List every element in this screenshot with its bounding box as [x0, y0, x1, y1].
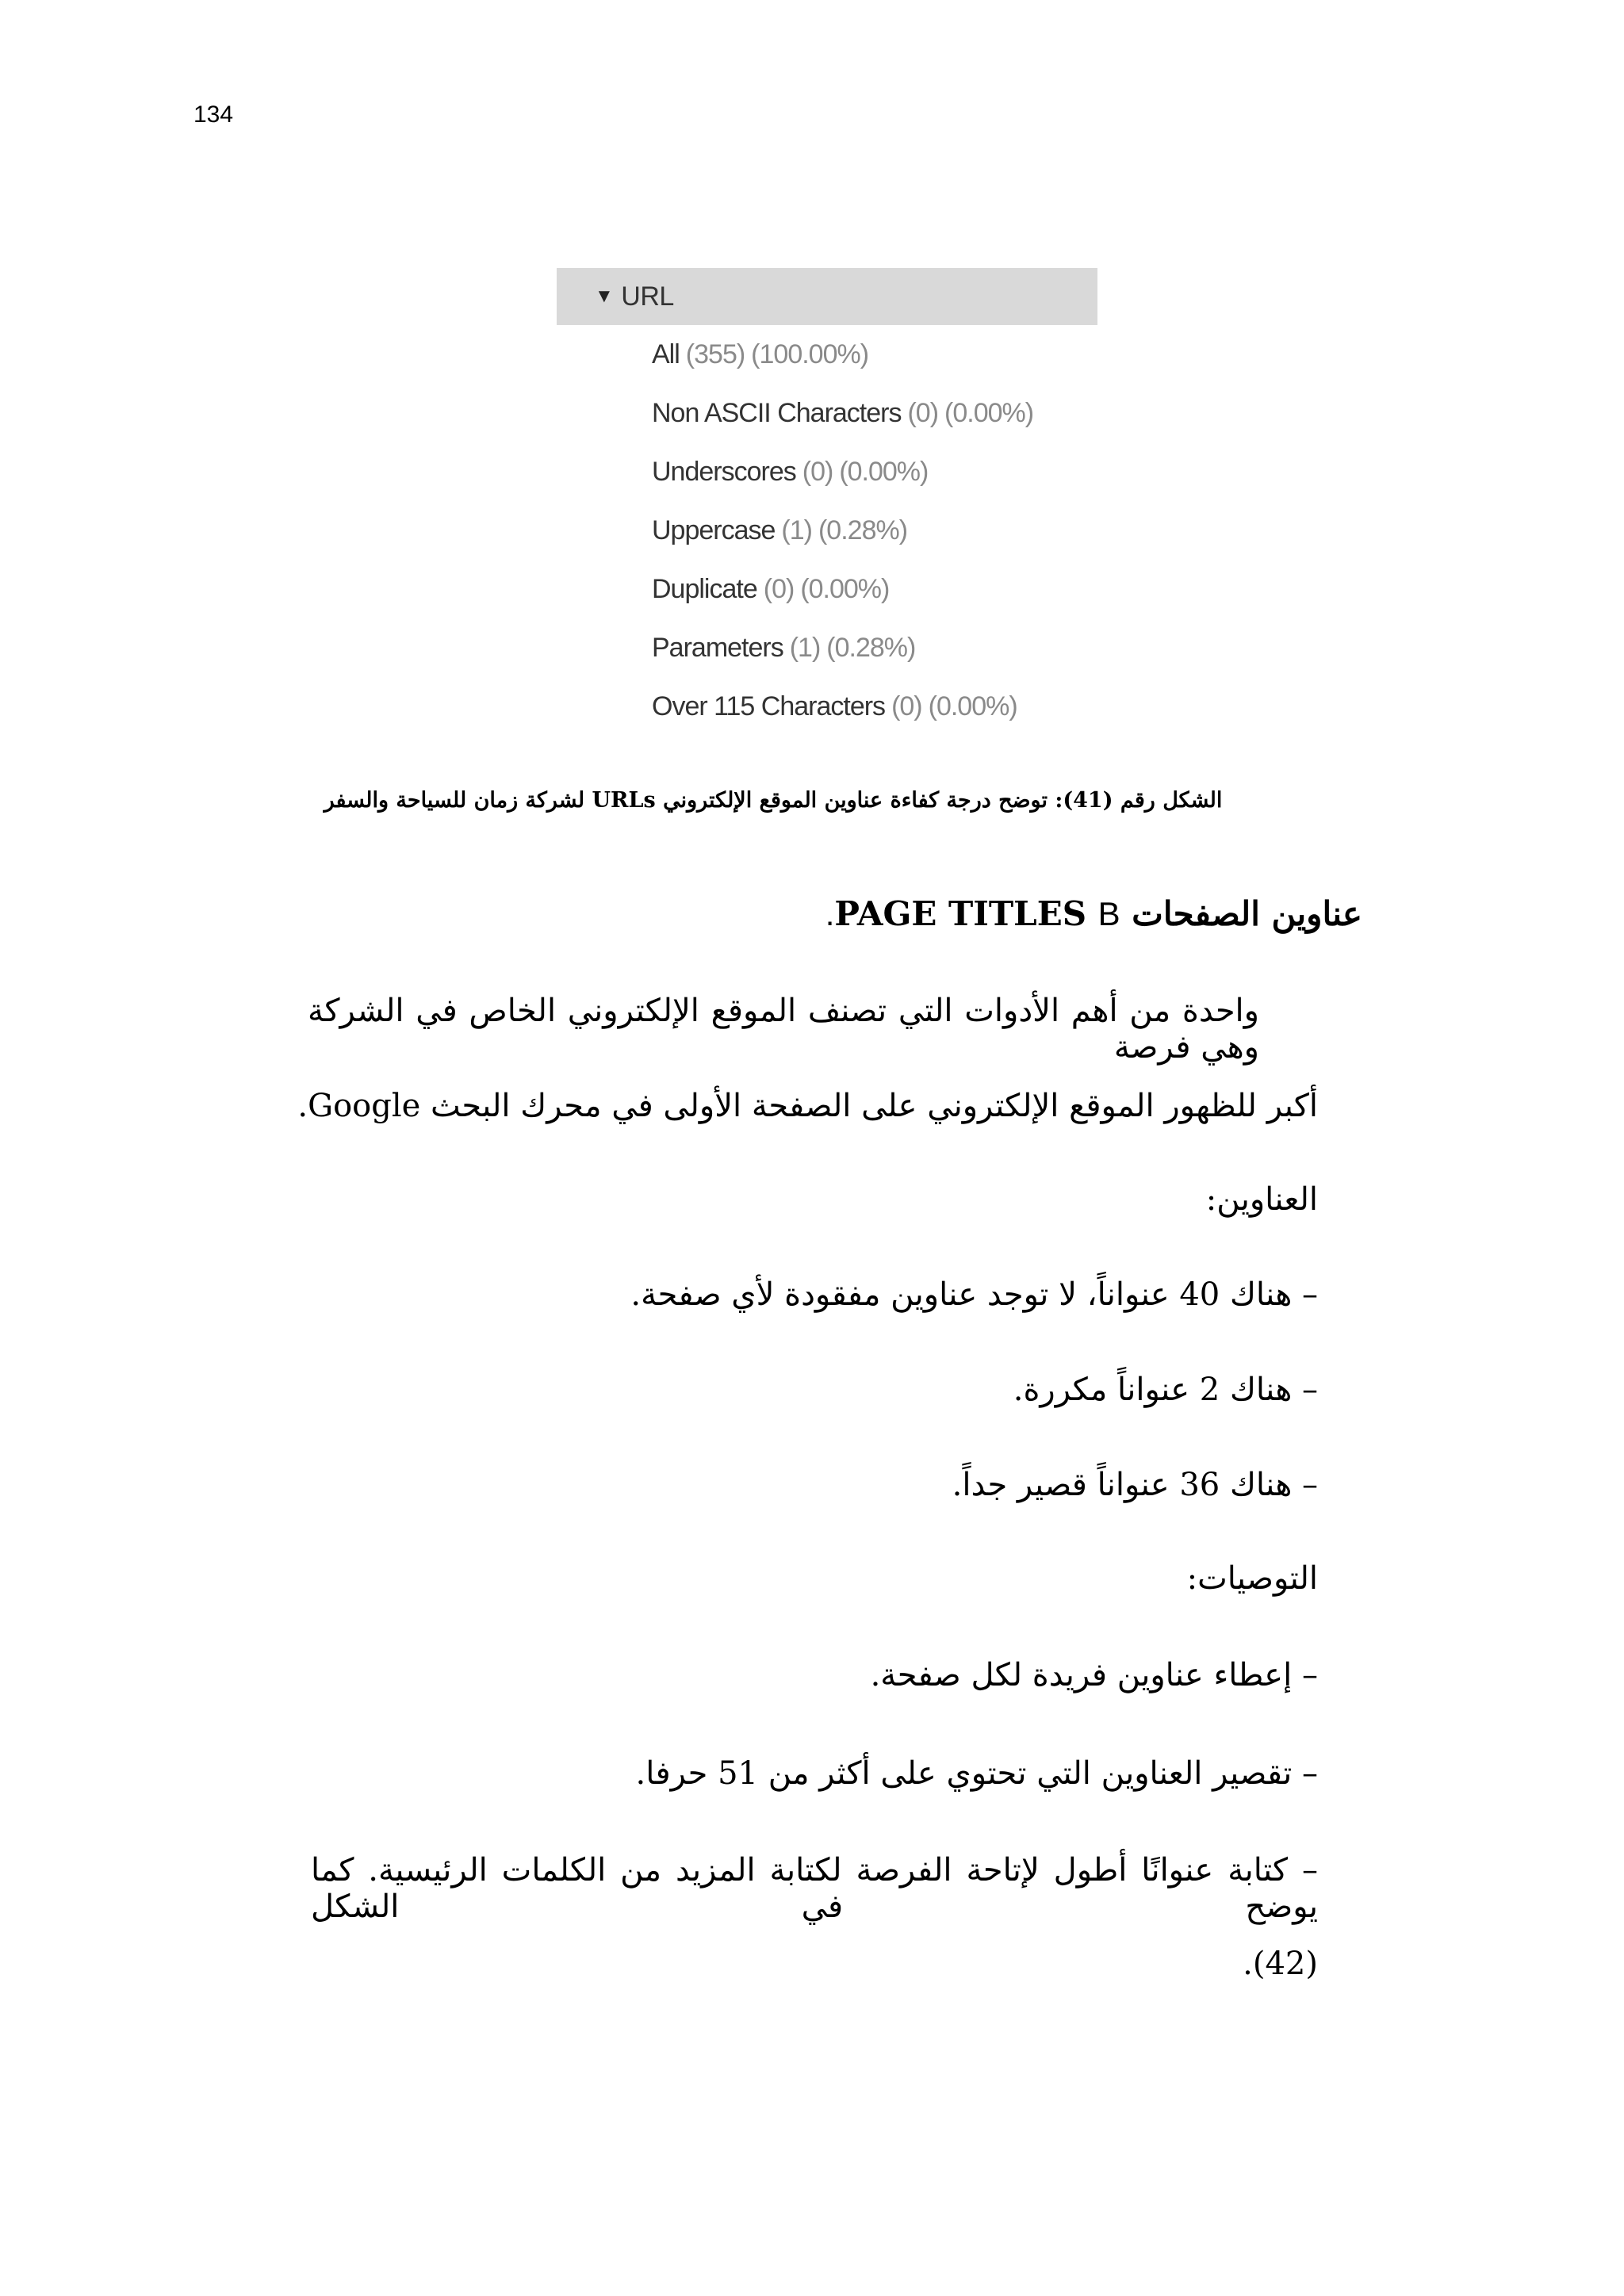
figure-caption: الشكل رقم (41): توضح درجة كفاءة عناوين الموقع الإلكتروني URLs لشركة زمان للسياحة والسفر	[324, 788, 1223, 813]
recommendation-item-2: – تقصير العناوين التي تحتوي على أكثر من 51 حرفا.	[635, 1755, 1318, 1792]
filter-item-over-115-characters[interactable]	[652, 677, 1097, 736]
titles-item-2: – هناك 2 عنواناً مكررة.	[1013, 1372, 1318, 1408]
url-filter-panel	[557, 268, 1097, 736]
filter-item-duplicate[interactable]	[652, 560, 1097, 618]
filter-item-all[interactable]	[652, 325, 1097, 384]
url-section-label: URL	[621, 281, 674, 312]
filter-percent: (0.00%)	[944, 397, 1034, 428]
filter-item-non-ascii[interactable]	[652, 384, 1097, 442]
filter-percent: (0.00%)	[928, 691, 1017, 721]
filter-percent: (0.28%)	[818, 515, 908, 545]
recommendation-item-3: – كتابة عنوانًا أطول لإتاحة الفرصة لكتابة المزيد من الكلمات الرئيسية. كما يوضح في الشكل	[311, 1852, 1318, 1925]
filter-count: (355)	[685, 339, 745, 369]
filter-label: Over 115 Characters	[652, 691, 886, 721]
page-number: 134	[193, 101, 234, 128]
filter-item-parameters[interactable]	[652, 618, 1097, 677]
filter-label: All	[652, 339, 680, 369]
titles-item-1: – هناك 40 عنواناً، لا توجد عناوين مفقودة لأي صفحة.	[630, 1276, 1318, 1313]
recommendation-item-1: – إعطاء عناوين فريدة لكل صفحة.	[870, 1657, 1318, 1693]
filter-count: (0)	[802, 456, 833, 487]
filter-percent: (0.00%)	[839, 456, 929, 487]
section-heading	[825, 894, 1362, 933]
filter-label: Underscores	[652, 456, 796, 487]
filter-item-uppercase[interactable]	[652, 501, 1097, 560]
filter-count: (0)	[763, 573, 795, 604]
url-filter-list	[557, 325, 1097, 736]
intro-paragraph-line-2: أكبر للظهور الموقع الإلكتروني على الصفحة الأولى في محرك البحث Google.	[297, 1088, 1318, 1124]
triangle-down-icon: ▼	[595, 285, 614, 307]
filter-label: Parameters	[652, 632, 783, 663]
filter-item-underscores[interactable]	[652, 442, 1097, 501]
filter-label: Non ASCII Characters	[652, 397, 902, 428]
intro-paragraph-line-1: واحدة من أهم الأدوات التي تصنف الموقع الإلكتروني الخاص في الشركة وهي فرصة	[308, 993, 1259, 1066]
filter-percent: (100.00%)	[751, 339, 869, 369]
filter-label: Uppercase	[652, 515, 776, 545]
titles-heading: العناوين:	[1205, 1181, 1318, 1218]
figure-reference: (42).	[1243, 1946, 1318, 1982]
titles-item-3: – هناك 36 عنواناً قصير جداً.	[952, 1467, 1318, 1503]
filter-label: Duplicate	[652, 573, 757, 604]
filter-count: (1)	[789, 632, 821, 663]
filter-count: (0)	[891, 691, 922, 721]
section-title: عناوين الصفحات PAGE TITLES	[834, 894, 1362, 933]
filter-count: (1)	[781, 515, 812, 545]
filter-percent: (0.00%)	[800, 573, 890, 604]
filter-count: (0)	[907, 397, 939, 428]
url-section-header[interactable]	[557, 268, 1097, 325]
filter-percent: (0.28%)	[826, 632, 916, 663]
recommendations-heading: التوصيات:	[1186, 1560, 1318, 1597]
section-marker: B.	[825, 895, 1120, 932]
